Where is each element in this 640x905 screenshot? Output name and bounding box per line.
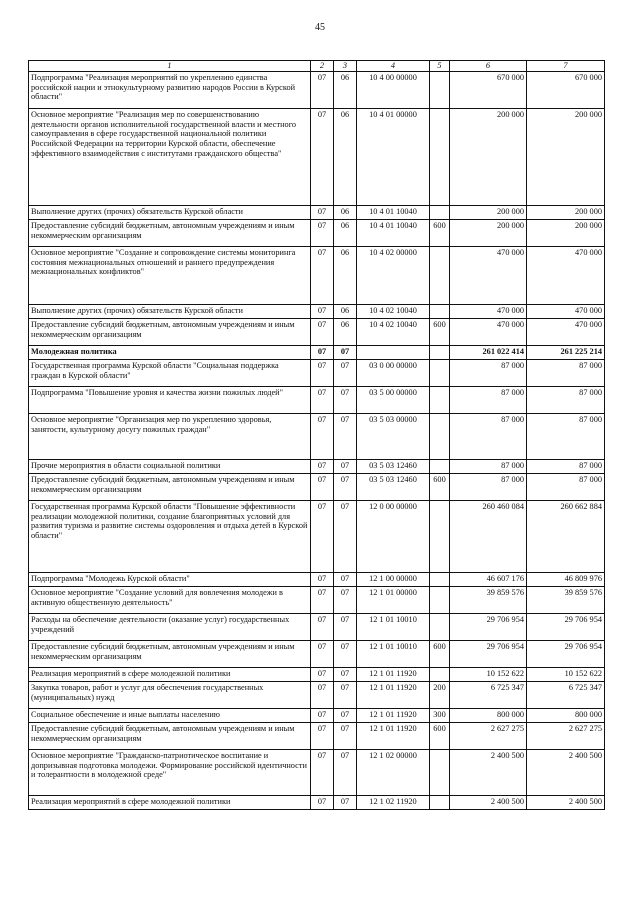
row-subsection: 07 xyxy=(334,359,357,386)
row-subsection: 06 xyxy=(334,205,357,219)
row-name: Молодежная политика xyxy=(29,345,311,359)
row-name: Основное мероприятие "Организация мер по укреплению здоровья, занятости, культурному досугу пожилых граждан" xyxy=(29,413,311,459)
table-row xyxy=(29,459,605,473)
row-amount-2: 670 000 xyxy=(527,71,605,108)
row-subsection: 07 xyxy=(334,640,357,667)
table-row xyxy=(29,246,605,304)
row-expense-type: 600 xyxy=(430,722,450,749)
table-row xyxy=(29,108,605,205)
table-row xyxy=(29,205,605,219)
row-expense-type xyxy=(430,345,450,359)
row-amount-1: 260 460 084 xyxy=(450,500,527,572)
row-name: Предоставление субсидий бюджетным, автономным учреждениям и иным некоммерческим организациям xyxy=(29,318,311,345)
row-amount-2: 87 000 xyxy=(527,386,605,413)
row-amount-1: 200 000 xyxy=(450,219,527,246)
table-row xyxy=(29,795,605,809)
row-target-code: 03 5 03 00000 xyxy=(357,413,430,459)
row-amount-1: 470 000 xyxy=(450,304,527,318)
row-section: 07 xyxy=(311,722,334,749)
row-amount-2: 87 000 xyxy=(527,459,605,473)
row-subsection: 06 xyxy=(334,318,357,345)
row-target-code: 10 4 02 10040 xyxy=(357,318,430,345)
row-amount-1: 2 400 500 xyxy=(450,795,527,809)
row-amount-2: 200 000 xyxy=(527,205,605,219)
row-section: 07 xyxy=(311,640,334,667)
row-subsection: 07 xyxy=(334,572,357,586)
row-amount-1: 10 152 622 xyxy=(450,667,527,681)
row-target-code: 12 1 00 00000 xyxy=(357,572,430,586)
row-section: 07 xyxy=(311,318,334,345)
row-section: 07 xyxy=(311,795,334,809)
row-subsection: 07 xyxy=(334,708,357,722)
row-amount-2: 39 859 576 xyxy=(527,586,605,613)
column-number: 2 xyxy=(311,61,334,72)
row-subsection: 07 xyxy=(334,459,357,473)
row-subsection: 07 xyxy=(334,473,357,500)
row-section: 07 xyxy=(311,586,334,613)
row-name: Основное мероприятие "Реализация мер по совершенствованию деятельности органов исполнительной государственной власти и местного самоуправления в сфере государственной национальной политики Российской Федерации на территории Курской области, обеспечение эффективного взаимодействия с институтами гражданского общества" xyxy=(29,108,311,205)
row-amount-1: 6 725 347 xyxy=(450,681,527,708)
row-target-code: 12 1 01 11920 xyxy=(357,708,430,722)
row-subsection: 07 xyxy=(334,749,357,795)
table-row xyxy=(29,359,605,386)
row-target-code: 10 4 01 00000 xyxy=(357,108,430,205)
row-amount-1: 29 706 954 xyxy=(450,640,527,667)
row-amount-1: 2 627 275 xyxy=(450,722,527,749)
row-target-code: 12 1 02 00000 xyxy=(357,749,430,795)
row-expense-type xyxy=(430,108,450,205)
row-name: Выполнение других (прочих) обязательств Курской области xyxy=(29,205,311,219)
row-target-code xyxy=(357,345,430,359)
row-expense-type xyxy=(430,71,450,108)
row-name: Реализация мероприятий в сфере молодежной политики xyxy=(29,667,311,681)
table-row xyxy=(29,473,605,500)
row-amount-1: 261 022 414 xyxy=(450,345,527,359)
table-row xyxy=(29,667,605,681)
row-target-code: 10 4 00 00000 xyxy=(357,71,430,108)
column-number: 5 xyxy=(430,61,450,72)
row-amount-2: 29 706 954 xyxy=(527,613,605,640)
row-name: Государственная программа Курской области "Социальная поддержка граждан в Курской области" xyxy=(29,359,311,386)
row-subsection: 07 xyxy=(334,722,357,749)
row-name: Прочие мероприятия в области социальной политики xyxy=(29,459,311,473)
row-section: 07 xyxy=(311,386,334,413)
row-expense-type: 600 xyxy=(430,318,450,345)
row-subsection: 07 xyxy=(334,586,357,613)
row-amount-2: 2 400 500 xyxy=(527,749,605,795)
row-subsection: 07 xyxy=(334,667,357,681)
row-expense-type xyxy=(430,413,450,459)
row-target-code: 10 4 02 10040 xyxy=(357,304,430,318)
row-section: 07 xyxy=(311,345,334,359)
row-name: Предоставление субсидий бюджетным, автономным учреждениям и иным некоммерческим организациям xyxy=(29,473,311,500)
row-amount-2: 2 400 500 xyxy=(527,795,605,809)
table-row xyxy=(29,613,605,640)
row-expense-type xyxy=(430,500,450,572)
row-amount-1: 87 000 xyxy=(450,459,527,473)
table-row xyxy=(29,345,605,359)
row-amount-1: 87 000 xyxy=(450,413,527,459)
row-amount-2: 470 000 xyxy=(527,246,605,304)
row-section: 07 xyxy=(311,246,334,304)
row-name: Закупка товаров, работ и услуг для обеспечения государственных (муниципальных) нужд xyxy=(29,681,311,708)
row-target-code: 12 1 01 00000 xyxy=(357,586,430,613)
table-row xyxy=(29,500,605,572)
table-row xyxy=(29,681,605,708)
row-amount-2: 200 000 xyxy=(527,108,605,205)
row-subsection: 07 xyxy=(334,500,357,572)
row-amount-1: 800 000 xyxy=(450,708,527,722)
row-amount-1: 470 000 xyxy=(450,318,527,345)
row-amount-1: 2 400 500 xyxy=(450,749,527,795)
table-row xyxy=(29,386,605,413)
row-name: Основное мероприятие "Создание и сопровождение системы мониторинга состояния межнациональных отношений и раннего предупреждения межнациональных конфликтов" xyxy=(29,246,311,304)
table-row xyxy=(29,640,605,667)
table-row xyxy=(29,722,605,749)
budget-table xyxy=(28,60,605,810)
row-amount-2: 200 000 xyxy=(527,219,605,246)
row-name: Социальное обеспечение и иные выплаты населению xyxy=(29,708,311,722)
row-subsection: 07 xyxy=(334,345,357,359)
row-section: 07 xyxy=(311,749,334,795)
row-expense-type xyxy=(430,572,450,586)
row-section: 07 xyxy=(311,219,334,246)
row-amount-1: 200 000 xyxy=(450,205,527,219)
row-subsection: 06 xyxy=(334,246,357,304)
row-expense-type: 200 xyxy=(430,681,450,708)
table-row xyxy=(29,304,605,318)
row-target-code: 10 4 01 10040 xyxy=(357,205,430,219)
row-section: 07 xyxy=(311,71,334,108)
row-subsection: 07 xyxy=(334,613,357,640)
row-expense-type: 300 xyxy=(430,708,450,722)
row-amount-2: 470 000 xyxy=(527,318,605,345)
row-subsection: 06 xyxy=(334,71,357,108)
row-section: 07 xyxy=(311,681,334,708)
row-target-code: 10 4 01 10040 xyxy=(357,219,430,246)
row-expense-type xyxy=(430,205,450,219)
row-expense-type xyxy=(430,667,450,681)
row-expense-type xyxy=(430,749,450,795)
row-expense-type xyxy=(430,246,450,304)
column-number: 1 xyxy=(29,61,311,72)
row-subsection: 07 xyxy=(334,795,357,809)
row-target-code: 03 5 03 12460 xyxy=(357,459,430,473)
row-subsection: 06 xyxy=(334,219,357,246)
row-name: Предоставление субсидий бюджетным, автономным учреждениям и иным некоммерческим организациям xyxy=(29,722,311,749)
row-target-code: 03 5 00 00000 xyxy=(357,386,430,413)
row-section: 07 xyxy=(311,667,334,681)
row-name: Предоставление субсидий бюджетным, автономным учреждениям и иным некоммерческим организациям xyxy=(29,219,311,246)
row-name: Основное мероприятие "Гражданско-патриотическое воспитание и допризывная подготовка молодежи. Формирование российской идентичности и толерантности в молодежной среде" xyxy=(29,749,311,795)
row-section: 07 xyxy=(311,205,334,219)
row-name: Предоставление субсидий бюджетным, автономным учреждениям и иным некоммерческим организациям xyxy=(29,640,311,667)
table-row xyxy=(29,318,605,345)
row-amount-2: 260 662 884 xyxy=(527,500,605,572)
row-amount-2: 470 000 xyxy=(527,304,605,318)
row-section: 07 xyxy=(311,304,334,318)
row-expense-type xyxy=(430,304,450,318)
row-target-code: 12 1 01 11920 xyxy=(357,667,430,681)
row-target-code: 03 0 00 00000 xyxy=(357,359,430,386)
row-section: 07 xyxy=(311,708,334,722)
row-section: 07 xyxy=(311,413,334,459)
row-section: 07 xyxy=(311,459,334,473)
row-section: 07 xyxy=(311,108,334,205)
row-amount-1: 39 859 576 xyxy=(450,586,527,613)
row-name: Подпрограмма "Повышение уровня и качества жизни пожилых людей" xyxy=(29,386,311,413)
row-section: 07 xyxy=(311,359,334,386)
row-target-code: 12 1 01 10010 xyxy=(357,640,430,667)
column-number: 3 xyxy=(334,61,357,72)
table-row xyxy=(29,71,605,108)
row-target-code: 12 1 02 11920 xyxy=(357,795,430,809)
row-name: Выполнение других (прочих) обязательств Курской области xyxy=(29,304,311,318)
row-target-code: 12 1 01 10010 xyxy=(357,613,430,640)
row-expense-type xyxy=(430,359,450,386)
row-amount-1: 200 000 xyxy=(450,108,527,205)
row-amount-1: 87 000 xyxy=(450,473,527,500)
row-section: 07 xyxy=(311,500,334,572)
row-expense-type xyxy=(430,459,450,473)
table-row xyxy=(29,219,605,246)
table-row xyxy=(29,413,605,459)
table-row xyxy=(29,586,605,613)
row-subsection: 07 xyxy=(334,413,357,459)
row-amount-2: 46 809 976 xyxy=(527,572,605,586)
row-expense-type xyxy=(430,613,450,640)
row-section: 07 xyxy=(311,572,334,586)
row-amount-1: 670 000 xyxy=(450,71,527,108)
row-expense-type xyxy=(430,586,450,613)
row-expense-type: 600 xyxy=(430,640,450,667)
row-amount-2: 2 627 275 xyxy=(527,722,605,749)
row-amount-1: 470 000 xyxy=(450,246,527,304)
table-row xyxy=(29,572,605,586)
row-expense-type xyxy=(430,386,450,413)
row-subsection: 07 xyxy=(334,386,357,413)
row-amount-2: 29 706 954 xyxy=(527,640,605,667)
column-number-row xyxy=(29,61,605,72)
row-amount-2: 261 225 214 xyxy=(527,345,605,359)
row-amount-1: 87 000 xyxy=(450,359,527,386)
row-target-code: 12 1 01 11920 xyxy=(357,722,430,749)
column-number: 6 xyxy=(450,61,527,72)
row-amount-2: 6 725 347 xyxy=(527,681,605,708)
row-name: Подпрограмма "Молодежь Курской области" xyxy=(29,572,311,586)
row-expense-type: 600 xyxy=(430,473,450,500)
row-section: 07 xyxy=(311,473,334,500)
row-subsection: 06 xyxy=(334,108,357,205)
row-target-code: 10 4 02 00000 xyxy=(357,246,430,304)
row-name: Реализация мероприятий в сфере молодежной политики xyxy=(29,795,311,809)
row-amount-2: 87 000 xyxy=(527,473,605,500)
row-amount-2: 87 000 xyxy=(527,413,605,459)
row-name: Расходы на обеспечение деятельности (оказание услуг) государственных учреждений xyxy=(29,613,311,640)
row-expense-type: 600 xyxy=(430,219,450,246)
row-subsection: 06 xyxy=(334,304,357,318)
row-amount-1: 87 000 xyxy=(450,386,527,413)
row-name: Государственная программа Курской области "Повышение эффективности реализации молодежной политики, создание благоприятных условий для развития туризма и развитие системы оздоровления и отдыха детей в Курской области" xyxy=(29,500,311,572)
row-amount-1: 46 607 176 xyxy=(450,572,527,586)
row-amount-2: 10 152 622 xyxy=(527,667,605,681)
row-name: Основное мероприятие "Создание условий для вовлечения молодежи в активную общественную деятельность" xyxy=(29,586,311,613)
row-amount-1: 29 706 954 xyxy=(450,613,527,640)
column-number: 4 xyxy=(357,61,430,72)
row-amount-2: 800 000 xyxy=(527,708,605,722)
row-expense-type xyxy=(430,795,450,809)
row-target-code: 12 1 01 11920 xyxy=(357,681,430,708)
row-name: Подпрограмма "Реализация мероприятий по укреплению единства российской нации и этнокультурному развитию народов России в Курской области" xyxy=(29,71,311,108)
page-number: 45 xyxy=(315,22,325,33)
row-section: 07 xyxy=(311,613,334,640)
table-row xyxy=(29,708,605,722)
table-row xyxy=(29,749,605,795)
row-target-code: 12 0 00 00000 xyxy=(357,500,430,572)
row-amount-2: 87 000 xyxy=(527,359,605,386)
row-subsection: 07 xyxy=(334,681,357,708)
column-number: 7 xyxy=(527,61,605,72)
row-target-code: 03 5 03 12460 xyxy=(357,473,430,500)
